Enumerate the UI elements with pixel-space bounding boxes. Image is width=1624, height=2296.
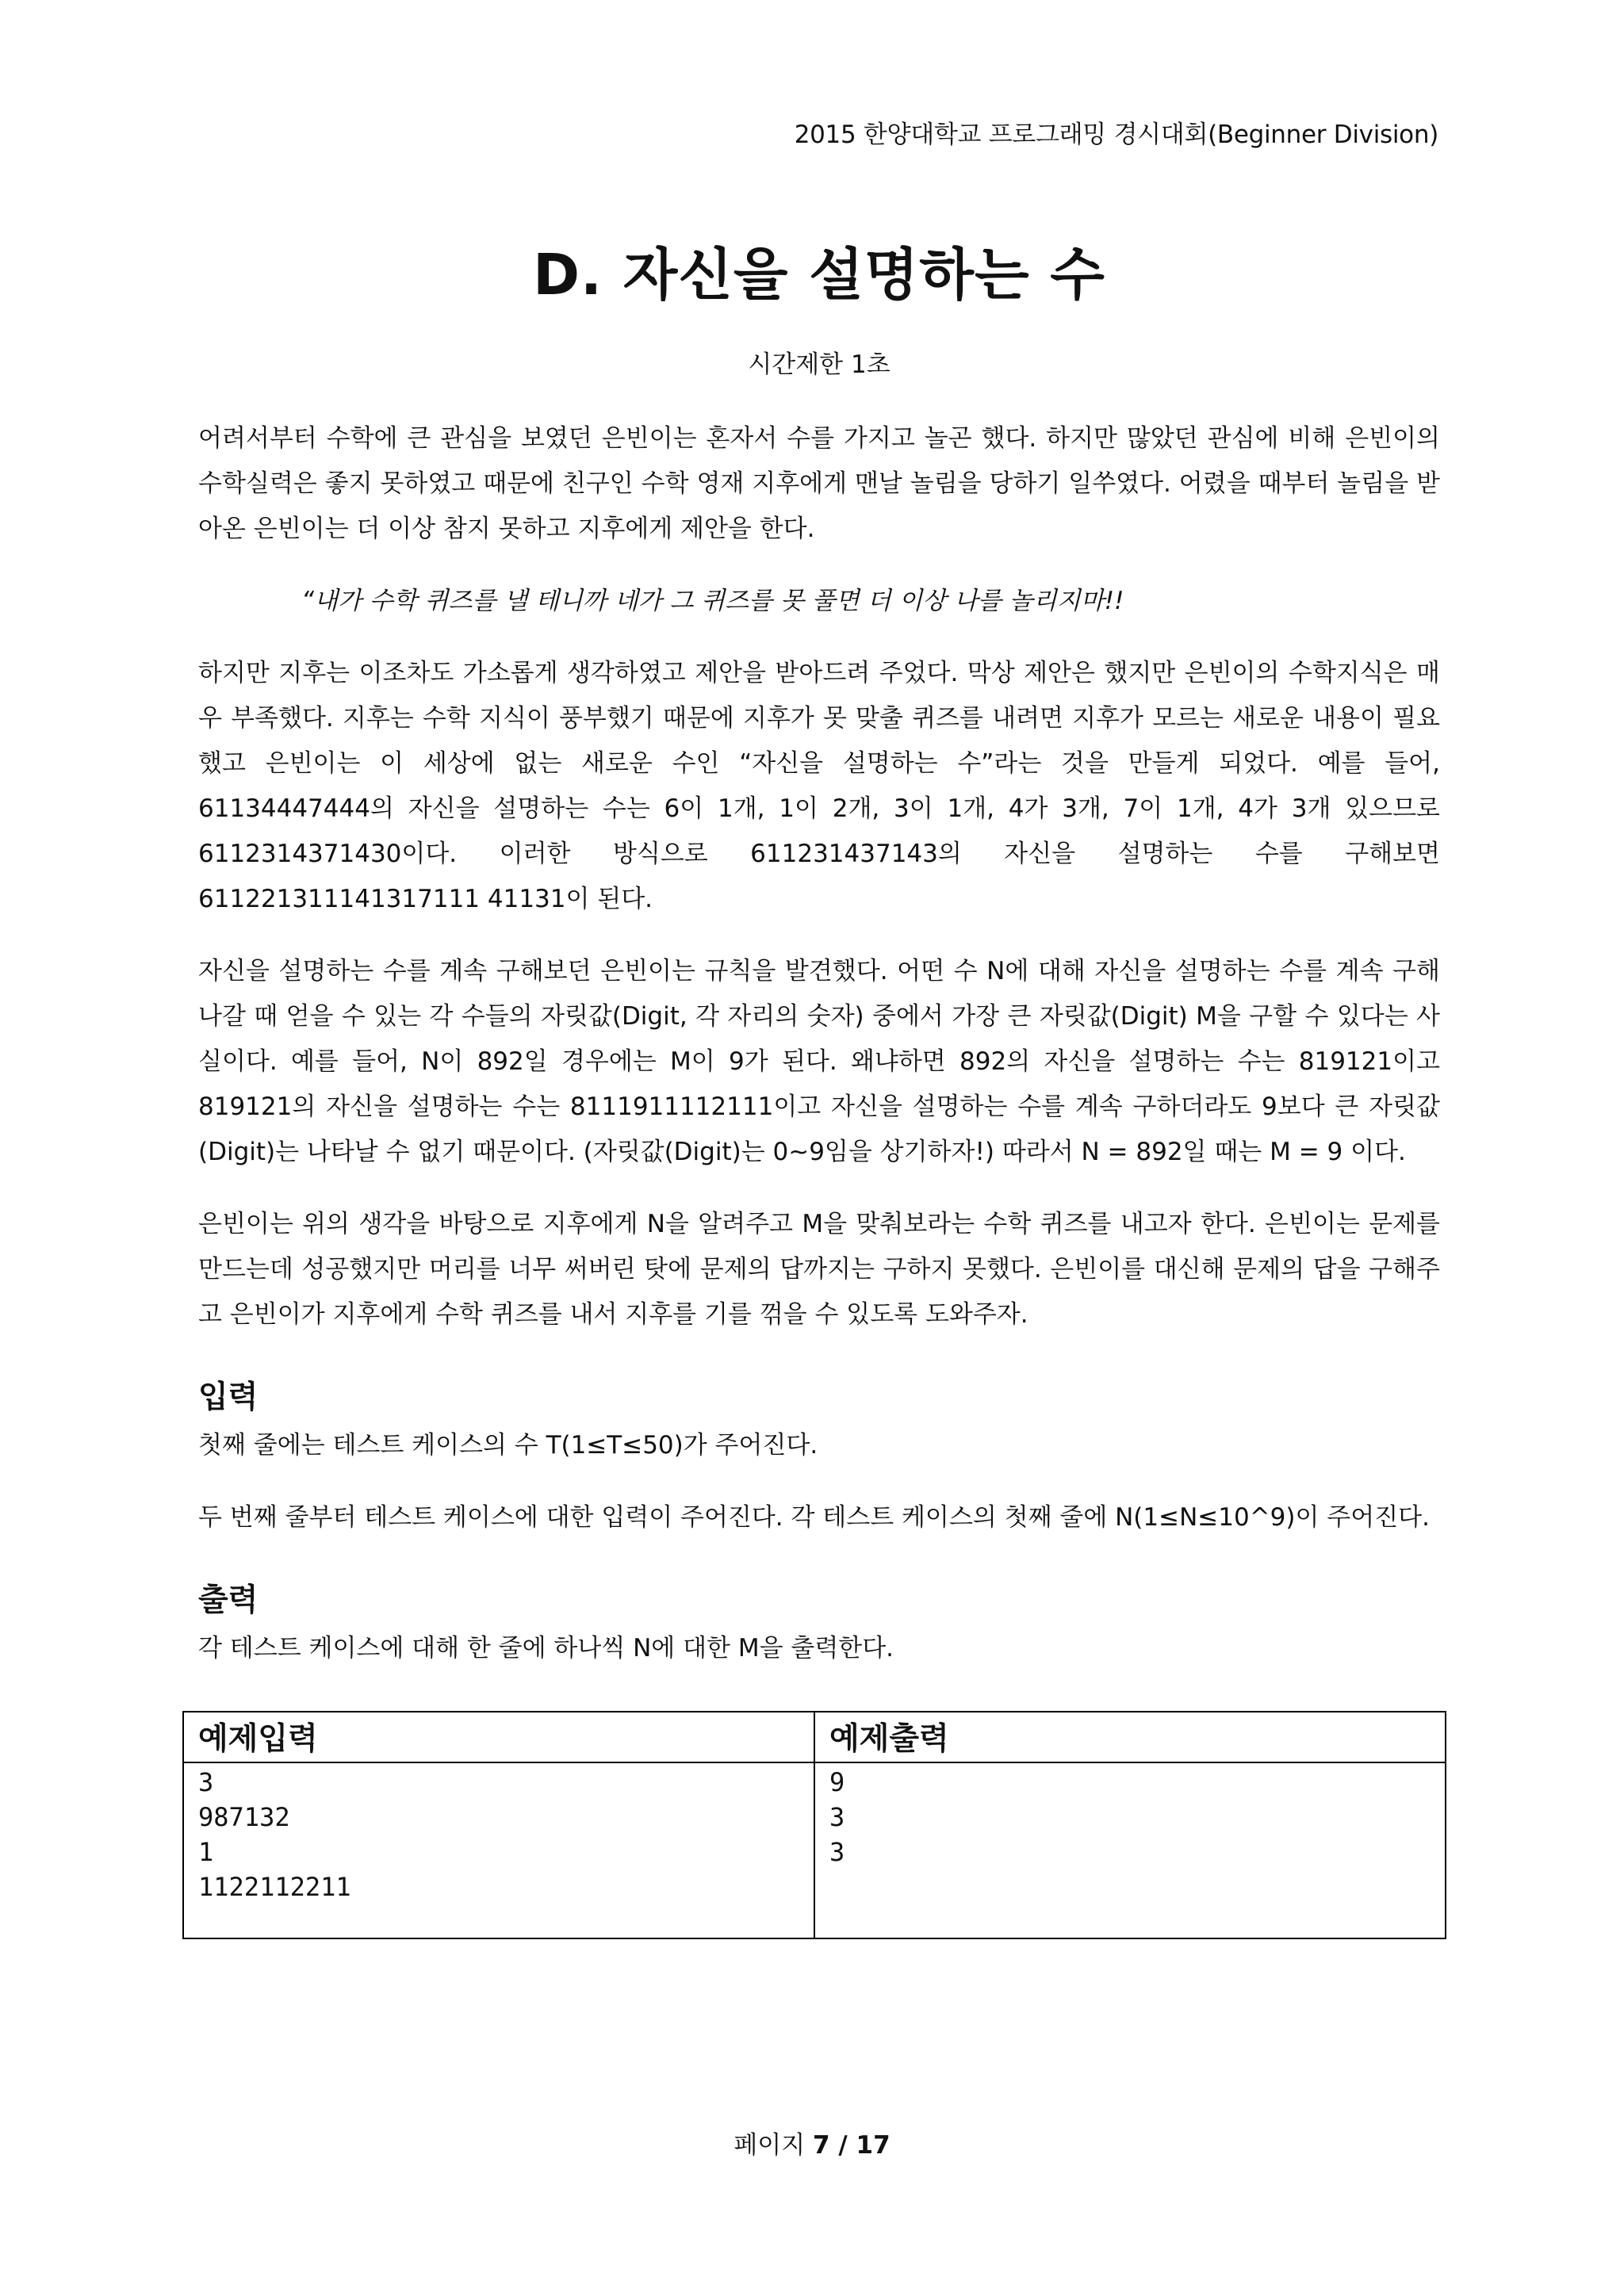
sample-output-line: 3 — [829, 1837, 845, 1867]
sample-output-line: 3 — [829, 1802, 845, 1832]
problem-content — [198, 230, 1440, 1939]
sample-input-line: 1 — [198, 1837, 214, 1867]
story-paragraph-2: 하지만 지후는 이조차도 가소롭게 생각하였고 제안을 받아드려 주었다. 막상 제안은 했지만 은빈이의 수학지식은 매우 부족했다. 지후는 수학 지식이 풍부했기 때문에 지후가 못 맞출 퀴즈를 내려면 지후가 모르는 새로운 내용이 필요했고 은빈이는 이 세상에 없는 새로운 수인 “자신을 설명하는 수”라는 것을 만들게 되었다. 예를 들어, 61134447444의 자신을 설명하는 수는 6이 1개, 1이 2개, 3이 1개, 4가 3개, 7이 1개, 4가 3개 있으므로 6112314371430이다. 이러한 방식으로 611231437143의 자신을 설명하는 수를 구해보면 611221311141317111 41131이 된다. — [198, 659, 1440, 913]
document-header: 2015 한양대학교 프로그래밍 경시대회(Beginner Division) — [794, 121, 1438, 149]
sample-input-line: 3 — [198, 1767, 214, 1797]
input-line-1: 첫째 줄에는 테스트 케이스의 수 T(1≤T≤50)가 주어진다. — [198, 1431, 818, 1460]
story-quote: “내가 수학 퀴즈를 낼 테니까 네가 그 퀴즈를 못 풀면 더 이상 나를 놀리지마!! — [301, 587, 1124, 615]
sample-output-line: 9 — [829, 1767, 845, 1797]
input-line-2: 두 번째 줄부터 테스트 케이스에 대한 입력이 주어진다. 각 테스트 케이스의 첫째 줄에 N(1≤N≤10^9)이 주어진다. — [198, 1503, 1430, 1532]
current-page-number: 7 — [813, 2131, 830, 2160]
problem-title: D. 자신을 설명하는 수 — [533, 242, 1105, 308]
sample-input-line: 1122112211 — [198, 1872, 351, 1902]
sample-input-line: 987132 — [198, 1802, 290, 1832]
output-line-1: 각 테스트 케이스에 대해 한 줄에 하나씩 N에 대한 M을 출력한다. — [198, 1634, 894, 1663]
page-separator: / — [829, 2131, 856, 2160]
total-page-count: 17 — [856, 2131, 891, 2160]
output-heading: 출력 — [198, 1582, 259, 1618]
sample-input-cell — [183, 1762, 814, 1938]
story-paragraph-1: 어려서부터 수학에 큰 관심을 보였던 은빈이는 혼자서 수를 가지고 놀곤 했다. 하지만 많았던 관심에 비해 은빈이의 수학실력은 좋지 못하였고 때문에 친구인 수학 영재 지후에게 맨날 놀림을 당하기 일쑤였다. 어렸을 때부터 놀림을 받아온 은빈이는 더 이상 참지 못하고 지후에게 제안을 한다. — [198, 424, 1440, 543]
input-heading: 입력 — [198, 1380, 259, 1415]
sample-output-cell — [814, 1762, 1446, 1938]
time-limit: 시간제한 1초 — [748, 350, 891, 379]
story-paragraph-4: 은빈이는 위의 생각을 바탕으로 지후에게 N을 알려주고 M을 맞춰보라는 수학 퀴즈를 내고자 한다. 은빈이는 문제를 만드는데 성공했지만 머리를 너무 써버린 탓에 문제의 답까지는 구하지 못했다. 은빈이를 대신해 문제의 답을 구해주고 은빈이가 지후에게 수학 퀴즈를 내서 지후를 기를 꺾을 수 있도록 도와주자. — [198, 1210, 1440, 1329]
sample-input-header: 예제입력 — [183, 1712, 814, 1762]
sample-output-header: 예제출력 — [814, 1712, 1446, 1762]
story-paragraph-3: 자신을 설명하는 수를 계속 구해보던 은빈이는 규칙을 발견했다. 어떤 수 N에 대해 자신을 설명하는 수를 계속 구해나갈 때 얻을 수 있는 각 수들의 자릿값(Digit, 각 자리의 숫자) 중에서 가장 큰 자릿값(Digit) M을 구할 수 있다는 사실이다. 예를 들어, N이 892일 경우에는 M이 9가 된다. 왜냐하면 892의 자신을 설명하는 수는 819121이고 819121의 자신을 설명하는 수는 8111911112111이고 자신을 설명하는 수를 계속 구하더라도 9보다 큰 자릿값(Digit)는 나타날 수 없기 때문이다. (자릿값(Digit)는 0~9임을 상기하자!) 따라서 N = 892일 때는 M = 9 이다. — [198, 957, 1440, 1166]
page-footer — [0, 2125, 1624, 2160]
page-label: 페이지 — [733, 2131, 814, 2160]
sample-table — [182, 1711, 1446, 1939]
